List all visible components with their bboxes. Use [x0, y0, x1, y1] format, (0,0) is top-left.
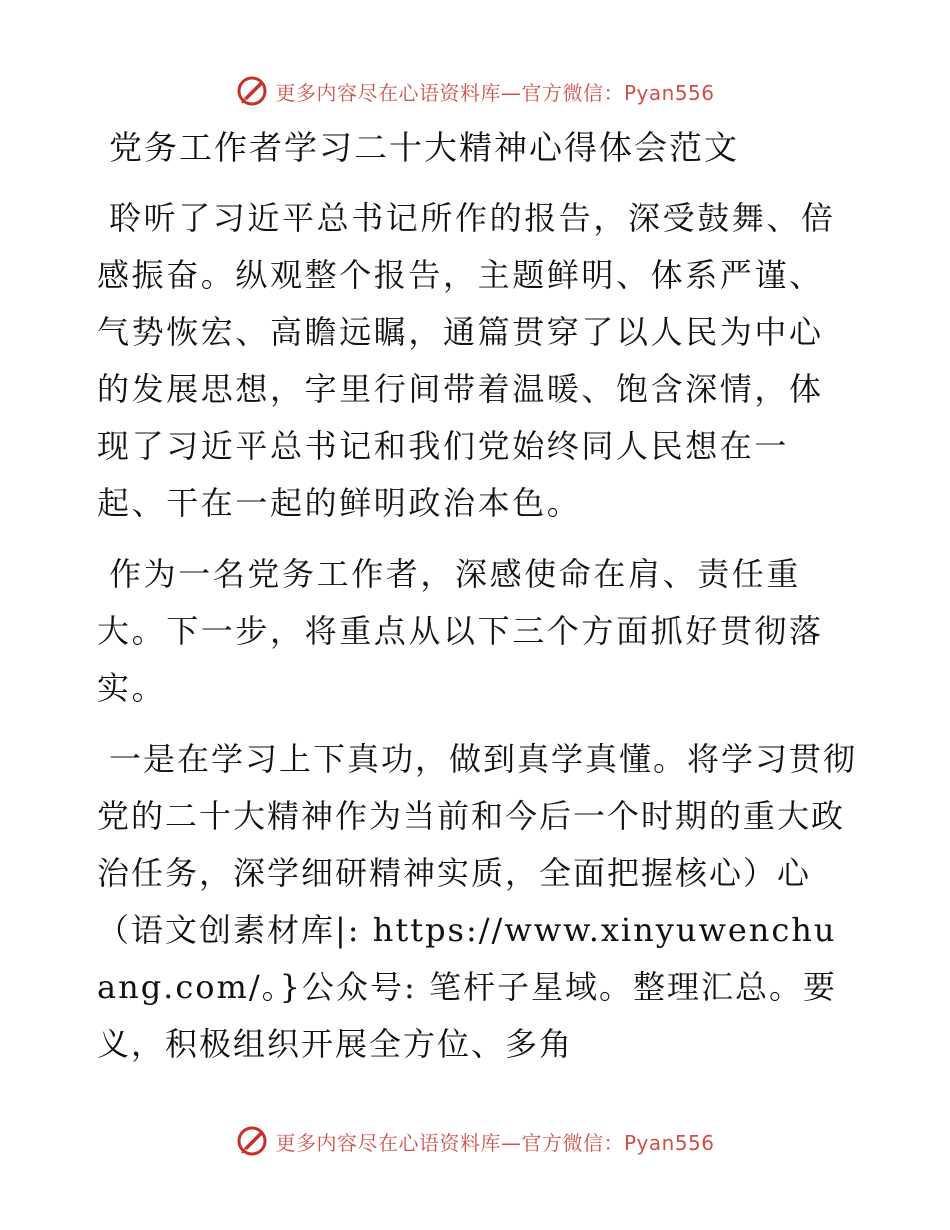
watermark-group [235, 74, 714, 108]
paragraph-3: 一是在学习上下真功，做到真学真懂。将学习贯彻党的二十大精神作为当前和今后一个时期的重大政治任务，深学细研精神实质，全面把握核心）心（语文创素材库|: https://www.xinyuwenchuang.com/。}公众号: 笔杆子星域。整理汇总。要义，积极组织开展全方位、多角 [97, 740, 858, 1063]
watermark-label: 更多内容尽在心语资料库—官方微信： [275, 80, 624, 105]
watermark-footer [0, 1121, 950, 1161]
document-title: 党务工作者学习二十大精神心得体会范文 [109, 128, 739, 167]
watermark-text [275, 77, 714, 106]
paragraph-1: 聆听了习近平总书记所作的报告，深受鼓舞、倍感振奋。纵观整个报告，主题鲜明、体系严谨、气势恢宏、高瞻远瞩，通篇贯穿了以人民为中心的发展思想，字里行间带着温暖、饱含深情，体现了习近平总书记和我们党始终同人民想在一起、干在一起的鲜明政治本色。 [97, 199, 836, 522]
quill-logo-icon [235, 1124, 269, 1158]
quill-logo-icon [235, 74, 269, 108]
watermark-label-footer: 更多内容尽在心语资料库—官方微信： [275, 1130, 624, 1155]
watermark-text-footer [275, 1127, 714, 1156]
paragraph-2: 作为一名党务工作者，深感使命在肩、责任重大。下一步，将重点从以下三个方面抓好贯彻落实。 [97, 555, 824, 707]
watermark-header [0, 71, 950, 111]
watermark-wechat-id-footer: Pyan556 [623, 1130, 715, 1155]
watermark-wechat-id: Pyan556 [623, 80, 715, 105]
watermark-group-footer [235, 1124, 714, 1158]
document-body [97, 120, 857, 1087]
